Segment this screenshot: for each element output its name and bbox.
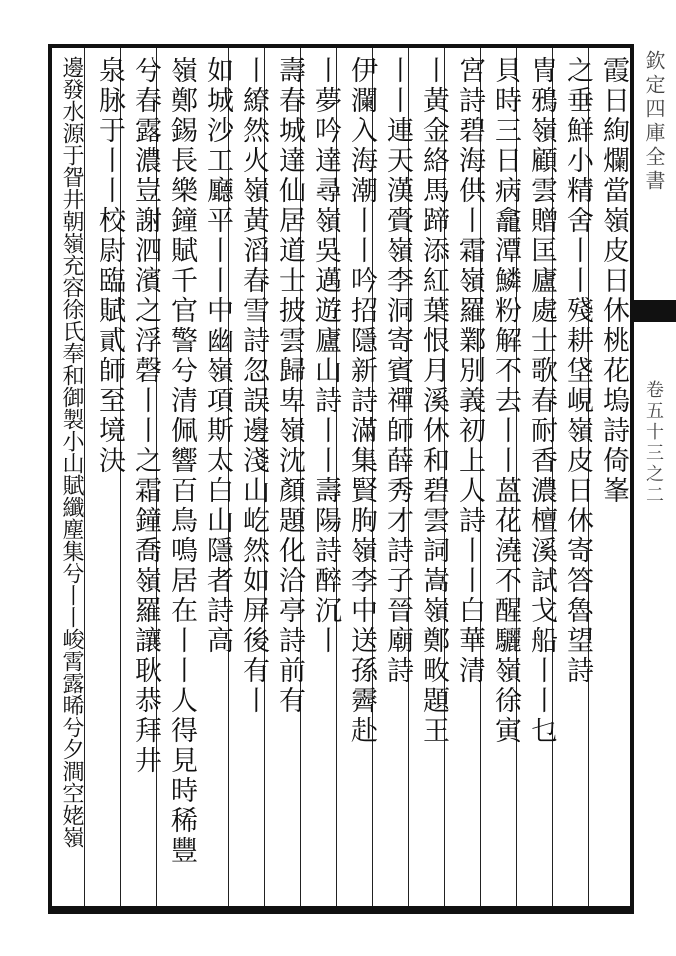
text-column: 丨夢吟達尋嶺吳邁遊廬山詩丨丨壽陽詩醉沉丨 [310,56,341,656]
text-column: 霞日絢爛當嶺皮日休桃花塢詩倚峯 [598,56,629,506]
text-column: 如城沙工廳平丨丨中幽嶺項斯太白山隱者詩高 [202,56,233,656]
column-rule [84,48,85,910]
text-column: 之垂鮮小精舍丨丨殘耕垡峴嶺皮日休寄答魯望詩 [562,56,593,686]
text-column: 嶺鄭錫長樂鐘賦千官警兮清佩響百鳥鳴居在丨丨人得見時稀豐 [166,56,197,866]
text-column: 宮詩碧海供丨霜嶺羅鄴別義初上人詩丨丨白華清 [454,56,485,686]
text-column: 丨黃金絡馬蹄添紅葉恨月溪休和碧雲詞嵩嶺鄭畋題王 [418,56,449,746]
text-column: 邊發水源于眢井朝嶺充容徐氏奉和御製小山賦纖塵集兮丨丨峻霄露晞兮夕澗空姥嶺 [59,56,84,848]
text-column: 丨丨連天漢賫嶺李洞寄賓禪師薛秀才詩子晉廟詩 [382,56,413,686]
text-column: 壽春城達仙居道士披雲歸卑嶺沈顏題化洽亭詩前有 [274,56,305,716]
text-column: 泉脉于丨丨校尉臨賦貳師至境決 [94,56,125,476]
margin-juan-label: 卷五十三之二 [643,380,664,506]
text-column: 丨繚然火嶺黃滔春雪詩忽誤邊淺山屹然如屏後有丨 [238,56,269,716]
fishtail-mark [634,300,676,322]
margin-book-title: 欽定四庫全書 [642,50,666,194]
bottom-rule [48,906,634,910]
text-column: 兮春露濃豈謝泗濱之浮磬丨丨之霜鐘喬嶺羅讓耿恭拜井 [130,56,161,776]
text-column: 冑鴉嶺顧雲贈匡廬處士歌春耐香濃檀溪試戈船丨丨乜 [526,56,557,746]
text-column: 伊瀾入海潮丨丨吟招隱新詩滿集賢朐嶺李中送孫霽赴 [346,56,377,746]
text-column: 貝時三日病龕潭鱗粉解不去丨丨蒕花澆不醒驪嶺徐寅 [490,56,521,746]
text-column: 集兮丨丨峻霄露晞兮夕澗空姥嶺 [52,56,53,112]
